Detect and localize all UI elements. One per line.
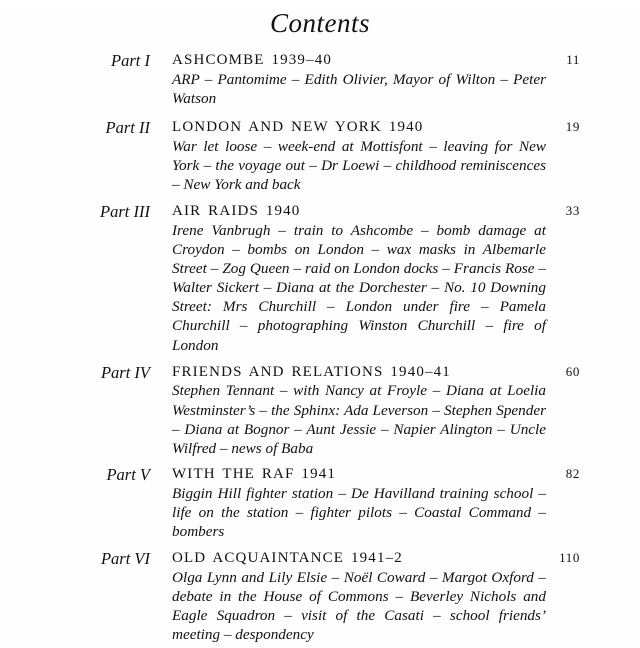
part-description-3: Irene Vanbrugh – train to Ashcombe – bomb damage at Croydon – bombs on London – wax masks in Albemarle Street – Zog Queen – raid on London docks – Francis Rose – Walter Sickert – Diana at the Dorchester – No. 10 Downing Street: Mrs Churchill – London under fire – Pamela Churchill – photographing Winston Churchill – fire of London xyxy=(172,221,546,354)
part-heading-3[interactable]: AIR RAIDS 1940 xyxy=(172,203,301,220)
page-number-1[interactable]: 11 xyxy=(566,52,580,67)
page-number-2[interactable]: 19 xyxy=(565,118,580,134)
toc-entry-part-3 xyxy=(56,203,580,355)
part-body-4 xyxy=(160,364,580,458)
part-heading-6[interactable]: OLD ACQUAINTANCE 1941–2 xyxy=(172,550,403,567)
toc-entry-part-4 xyxy=(56,364,580,458)
part-description-1: ARP – Pantomime – Edith Olivier, Mayor of Wilton – Peter Watson xyxy=(172,70,546,107)
part-label-1: Part I xyxy=(111,51,150,70)
part-heading-2[interactable]: LONDON AND NEW YORK 1940 xyxy=(172,118,424,135)
toc-entry-part-1 xyxy=(56,52,580,108)
part-description-2: War let loose – week-end at Mottisfont – leaving for New York – the voyage out – Dr Loewi – childhood reminiscences – New York and back xyxy=(172,137,546,193)
part-body-1 xyxy=(160,52,580,108)
heading-line-6 xyxy=(172,550,580,568)
part-heading-1[interactable]: ASHCOMBE 1939–40 xyxy=(172,52,332,68)
contents-page xyxy=(0,8,640,648)
part-label-3: Part III xyxy=(100,202,150,222)
heading-line-1 xyxy=(172,52,580,70)
part-heading-5[interactable]: WITH THE RAF 1941 xyxy=(172,466,337,482)
toc-entry-part-2 xyxy=(56,119,580,194)
part-description-6: Olga Lynn and Lily Elsie – Noël Coward – Margot Oxford – debate in the House of Commons – Beverley Nichols and Eagle Squadron – visit of the Casati – school friends’ meeting – despondency xyxy=(172,568,546,644)
heading-line-3 xyxy=(172,203,580,221)
heading-line-4 xyxy=(172,364,580,382)
heading-line-2 xyxy=(172,119,580,137)
part-body-6 xyxy=(160,550,580,644)
table-of-contents xyxy=(0,52,640,644)
toc-entry-part-6 xyxy=(56,550,580,644)
part-body-5 xyxy=(160,466,580,541)
part-body-2 xyxy=(160,119,580,194)
part-description-4: Stephen Tennant – with Nancy at Froyle – Diana at Loelia Westminster’s – the Sphinx: Ada Leverson – Stephen Spender – Diana at Bognor – Aunt Jessie – Napier Alington – Uncle Wilfred – news of Baba xyxy=(172,382,546,457)
page-number-5[interactable]: 82 xyxy=(565,466,580,481)
part-heading-4[interactable]: FRIENDS AND RELATIONS 1940–41 xyxy=(172,363,451,380)
page-number-6[interactable]: 110 xyxy=(559,550,580,566)
part-label-2: Part II xyxy=(105,117,150,137)
toc-entry-part-5 xyxy=(56,466,580,541)
part-label-5: Part V xyxy=(106,465,150,484)
page-title: Contents xyxy=(269,8,370,38)
part-body-3 xyxy=(160,203,580,355)
part-description-5: Biggin Hill fighter station – De Havilland training school – life on the station – fighter pilots – Coastal Command – bombers xyxy=(172,484,546,540)
part-label-4: Part IV xyxy=(100,362,150,382)
part-label-6: Part VI xyxy=(100,549,150,569)
page-number-3[interactable]: 33 xyxy=(565,203,580,219)
page-number-4[interactable]: 60 xyxy=(565,363,580,379)
heading-line-5 xyxy=(172,466,580,484)
